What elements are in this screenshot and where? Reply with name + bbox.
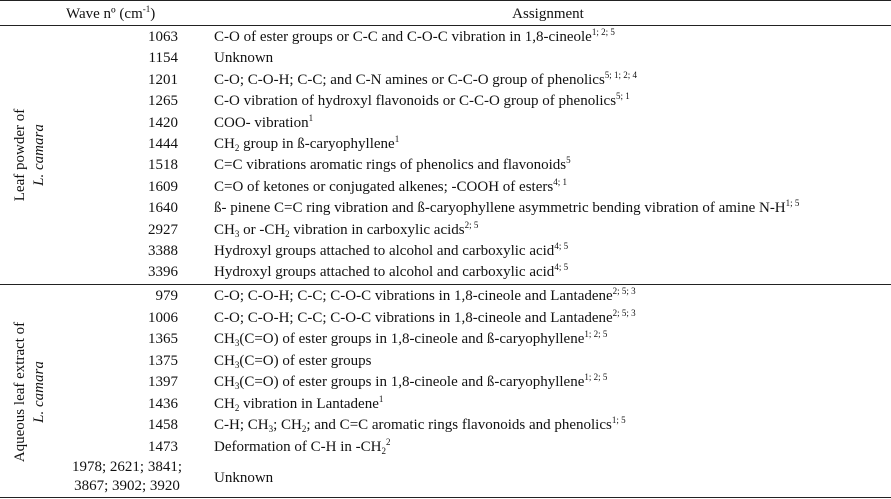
assignment-text: (C=O) of ester groups in 1,8-cineole and ß-caryophyllene bbox=[239, 374, 585, 390]
table-row bbox=[0, 414, 891, 436]
assignment-text: Hydroxyl groups attached to alcohol and carboxylic acid bbox=[214, 243, 555, 259]
assignment-text: (C=O) of ester groups in 1,8-cineole and ß-caryophyllene bbox=[239, 331, 585, 347]
wave-number-cell: 1518 bbox=[148, 157, 178, 174]
assignment-cell bbox=[214, 133, 399, 155]
wave-number-cell: 1420 bbox=[148, 114, 178, 131]
header-assignment: Assignment bbox=[512, 6, 584, 22]
assignment-cell bbox=[214, 307, 636, 329]
assignment-text: CH bbox=[214, 331, 235, 347]
assignment-text: ; CH bbox=[273, 417, 302, 433]
table-row-last-wave bbox=[58, 458, 196, 496]
reference-superscript: 5; 1 bbox=[616, 91, 630, 102]
table-row bbox=[0, 261, 891, 283]
wave-number-cell: 1154 bbox=[148, 50, 178, 67]
assignment-text: Hydroxyl groups attached to alcohol and carboxylic acid bbox=[214, 264, 555, 281]
assignment-text: C-H; CH bbox=[214, 417, 269, 433]
table-row bbox=[0, 350, 891, 372]
assignment-cell bbox=[214, 197, 799, 219]
table-row bbox=[0, 371, 891, 393]
wave-number-cell: 2927 bbox=[148, 221, 178, 238]
wave-number-cell: 1397 bbox=[148, 374, 178, 390]
table-row bbox=[0, 133, 891, 155]
table-row bbox=[0, 393, 891, 415]
table-row-last-assignment: Unknown bbox=[214, 470, 274, 486]
assignment-cell bbox=[214, 90, 630, 112]
reference-superscript: 1 bbox=[394, 134, 400, 144]
reference-superscript: 5 bbox=[566, 155, 571, 166]
assignment-cell bbox=[214, 414, 626, 436]
assignment-text: vibration in carboxylic acids bbox=[289, 221, 465, 238]
table-row bbox=[0, 90, 891, 112]
assignment-cell bbox=[214, 26, 615, 48]
assignment-text: C-O; C-O-H; C-C; C-O-C vibrations in 1,8-cineole and Lantadene bbox=[214, 309, 613, 326]
reference-superscript: 4; 5 bbox=[554, 241, 569, 251]
assignment-text: vibration in Lantadene bbox=[239, 395, 379, 412]
table-top-rule bbox=[0, 0, 891, 1]
reference-superscript: 1; 2; 5 bbox=[584, 329, 608, 339]
chem-subscript: 3 bbox=[234, 381, 240, 391]
table-row bbox=[0, 69, 891, 91]
table-row bbox=[0, 307, 891, 329]
assignment-text: ; and C=C aromatic rings flavonoids and phenolics bbox=[306, 417, 612, 433]
table-row bbox=[0, 436, 891, 458]
wave-number-cell: 1063 bbox=[148, 29, 178, 45]
assignment-text: ß- pinene C=C ring vibration and ß-caryophyllene asymmetric bending vibration of amine N-H bbox=[214, 200, 786, 217]
reference-superscript: 2 bbox=[385, 436, 391, 447]
group-label-species: L. camara bbox=[31, 360, 48, 423]
chem-subscript: 3 bbox=[234, 359, 240, 370]
wave-number-cell: 1375 bbox=[148, 352, 178, 369]
chem-subscript: 3 bbox=[234, 228, 240, 239]
reference-superscript: 2; 5 bbox=[464, 219, 479, 230]
assignment-cell bbox=[214, 393, 383, 415]
reference-superscript: 2; 5; 3 bbox=[612, 307, 636, 318]
assignment-text: CH bbox=[214, 352, 235, 369]
table-row bbox=[0, 154, 891, 176]
assignment-text: CH bbox=[214, 395, 235, 412]
wave-number-cell: 1365 bbox=[148, 331, 178, 347]
table-row bbox=[0, 26, 891, 48]
assignment-text: COO- vibration bbox=[214, 114, 309, 131]
reference-superscript: 1; 5 bbox=[611, 415, 626, 425]
reference-superscript: 5; 1; 2; 4 bbox=[604, 69, 638, 80]
wave-number-cell: 1436 bbox=[148, 395, 178, 412]
assignment-cell bbox=[214, 261, 568, 283]
wave-number-line: 1978; 2621; 3841; bbox=[71, 459, 182, 475]
assignment-cell bbox=[214, 176, 567, 198]
assignment-cell bbox=[214, 112, 313, 134]
assignment-cell bbox=[214, 371, 607, 393]
assignment-cell bbox=[214, 154, 571, 176]
group-label-species: L. camara bbox=[31, 123, 47, 186]
assignment-cell bbox=[214, 285, 636, 307]
table-row bbox=[0, 219, 891, 241]
assignment-text: CH bbox=[214, 221, 235, 238]
wave-number-line: 3867; 3902; 3920 bbox=[74, 478, 180, 494]
assignment-text: CH bbox=[214, 136, 235, 152]
chem-subscript: 3 bbox=[234, 338, 240, 348]
assignment-text: or -CH bbox=[239, 221, 286, 238]
assignment-text: C=C vibrations aromatic rings of phenolics and flavonoids bbox=[214, 157, 567, 174]
header-wave-number: Wave nº $(cm^{-1})$ bbox=[66, 4, 156, 22]
assignment-text: Deformation of C-H in -CH bbox=[214, 438, 382, 455]
reference-superscript: 2; 5; 3 bbox=[612, 286, 636, 296]
assignment-cell bbox=[214, 350, 372, 372]
assignment-cell bbox=[214, 219, 478, 241]
reference-superscript: 1; 2; 5 bbox=[591, 27, 615, 37]
wave-number-cell: 1444 bbox=[148, 136, 178, 152]
wave-number-cell: 1640 bbox=[148, 200, 178, 217]
assignment-text: group in ß-caryophyllene bbox=[239, 136, 395, 152]
wave-number-cell: 1201 bbox=[148, 71, 178, 88]
reference-superscript: 4; 5 bbox=[554, 262, 569, 273]
assignment-text: C-O vibration of hydroxyl flavonoids or C-C-O group of phenolics bbox=[214, 93, 617, 110]
chem-subscript: 2 bbox=[301, 424, 307, 434]
wave-number-cell: 1458 bbox=[148, 417, 178, 433]
chem-subscript: 2 bbox=[285, 228, 290, 239]
reference-superscript: 1; 2; 5 bbox=[584, 372, 608, 382]
assignment-text: CH bbox=[214, 374, 235, 390]
wave-number-cell: 3388 bbox=[148, 243, 178, 259]
table-bottom-rule bbox=[0, 497, 891, 498]
wave-number-cell: 3396 bbox=[148, 264, 178, 281]
table-row bbox=[0, 328, 891, 350]
wave-number-cell: 1006 bbox=[148, 309, 178, 326]
table-row bbox=[0, 197, 891, 219]
reference-superscript: 4; 1 bbox=[553, 176, 567, 187]
assignment-cell bbox=[214, 69, 637, 91]
table-row bbox=[0, 285, 891, 307]
wave-number-cell: 1609 bbox=[148, 178, 178, 195]
wave-number-cell: 979 bbox=[155, 288, 178, 304]
assignment-text: C-O; C-O-H; C-C; and C-N amines or C-C-O group of phenolics bbox=[214, 71, 605, 88]
assignment-text: Unknown bbox=[214, 50, 274, 67]
chem-subscript: 3 bbox=[268, 424, 274, 434]
group-label-line: Aqueous leaf extract of bbox=[12, 321, 29, 462]
assignment-cell bbox=[214, 240, 568, 262]
reference-superscript: 1 bbox=[308, 112, 314, 123]
assignment-cell bbox=[214, 328, 607, 350]
assignment-text: (C=O) of ester groups bbox=[239, 352, 372, 369]
assignment-text: C=O of ketones or conjugated alkenes; -COOH of esters bbox=[214, 178, 554, 195]
assignment-cell bbox=[214, 436, 390, 458]
group-label-line: Leaf powder of bbox=[12, 108, 28, 201]
assignment-text: C-O of ester groups or C-C and C-O-C vibration in 1,8-cineole bbox=[214, 29, 592, 45]
reference-superscript: 1 bbox=[378, 393, 384, 404]
wave-number-cell: 1265 bbox=[148, 93, 178, 110]
reference-superscript: 1; 5 bbox=[785, 198, 800, 209]
table-row bbox=[0, 47, 891, 69]
table-row bbox=[0, 176, 891, 198]
wave-number-cell: 1473 bbox=[148, 438, 178, 455]
chem-subscript: 2 bbox=[381, 445, 386, 456]
table-row bbox=[0, 240, 891, 262]
assignment-text: C-O; C-O-H; C-C; C-O-C vibrations in 1,8-cineole and Lantadene bbox=[214, 288, 613, 304]
table-row bbox=[0, 112, 891, 134]
assignment-cell bbox=[214, 47, 273, 69]
chem-subscript: 2 bbox=[234, 402, 240, 413]
chem-subscript: 2 bbox=[234, 143, 240, 153]
